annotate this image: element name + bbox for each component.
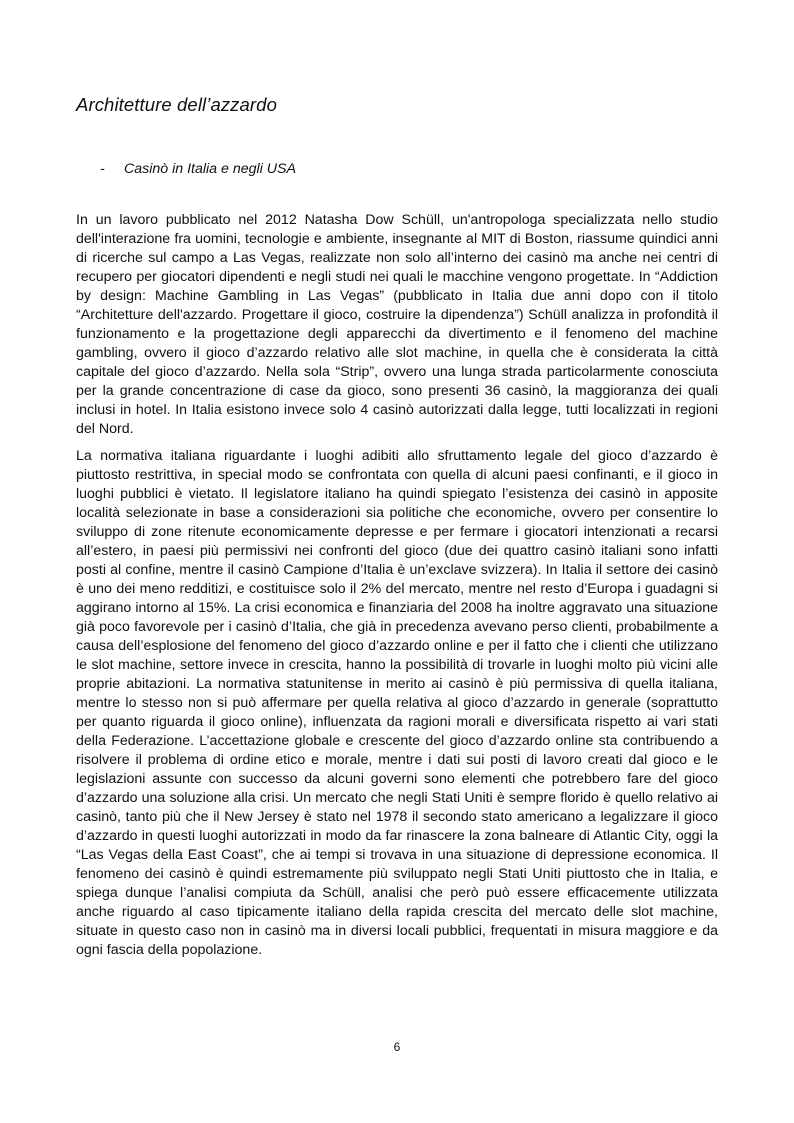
section-title: Architetture dell’azzardo xyxy=(76,94,277,115)
body-text xyxy=(76,211,718,968)
subsection-heading xyxy=(100,161,296,177)
paragraph-1: In un lavoro pubblicato nel 2012 Natasha Dow Schüll, un'antropologa specializzata nello studio dell'interazione fra uomini, tecnologie e ambiente, insegnante al MIT di Boston, riassume quindici anni di ricerche sul campo a Las Vegas, realizzate non solo all’interno dei casinò ma anche nei centri di recupero per giocatori dipendenti e negli studi nei quali le macchine vengono progettate. In “Addiction by design: Machine Gambling in Las Vegas” (pubblicato in Italia due anni dopo con il titolo “Architetture dell'azzardo. Progettare il gioco, costruire la dipendenza”) Schüll analizza in profondità il funzionamento e la progettazione degli apparecchi da divertimento e il fenomeno del machine gambling, ovvero il gioco d’azzardo relativo alle slot machine, in quella che è considerata la città capitale del gioco d’azzardo. Nella sola “Strip”, ovvero una lunga strada particolarmente conosciuta per la grande concentrazione di case da gioco, sono presenti 36 casinò, la maggioranza dei quali inclusi in hotel. In Italia esistono invece solo 4 casinò autorizzati dalla legge, tutti localizzati in regioni del Nord. xyxy=(76,212,718,437)
paragraph-2: La normativa italiana riguardante i luoghi adibiti allo sfruttamento legale del gioco d’azzardo è piuttosto restrittiva, in special modo se confrontata con quella di alcuni paesi confinanti, e il gioco in luoghi pubblici è vietato. Il legislatore italiano ha quindi spiegato l’esistenza dei casinò in apposite località selezionate in base a considerazioni sia politiche che economiche, ovvero per consentire lo sviluppo di zone ritenute economicamente depresse e per fermare i giocatori intenzionati a recarsi all’estero, in paesi più permissivi nei confronti del gioco (due dei quattro casinò italiani sono infatti posti al confine, mentre il casinò Campione d’Italia è un’exclave svizzera). In Italia il settore dei casinò è uno dei meno redditizi, e costituisce solo il 2% del mercato, mentre nel resto d’Europa i guadagni si aggirano intorno al 15%. La crisi economica e finanziaria del 2008 ha inoltre aggravato una situazione già poco favorevole per i casinò d’Italia, che già in precedenza avevano perso clienti, probabilmente a causa dell’esplosione del fenomeno del gioco d’azzardo online e per il fatto che i clienti che utilizzano le slot machine, settore invece in crescita, hanno la possibilità di trovarle in luoghi molto più vicini alle proprie abitazioni. La normativa statunitense in merito ai casinò è più permissiva di quella italiana, mentre lo stesso non si può affermare per quella relativa al gioco d’azzardo in generale (soprattutto per quanto riguarda il gioco online), influenzata da ragioni morali e diversificata rispetto ai vari stati della Federazione. L’accettazione globale e crescente del gioco d’azzardo online sta contribuendo a risolvere il problema di ordine etico e morale, mentre i dati sui posti di lavoro creati dal gioco e le legislazioni assunte con successo da alcuni governi sono elementi che potrebbero fare del gioco d’azzardo una soluzione alla crisi. Un mercato che negli Stati Uniti è sempre florido è quello relativo ai casinò, tanto più che il New Jersey è stato nel 1978 il secondo stato americano a legalizzare il gioco d’azzardo in questi luoghi autorizzati in modo da far rinascere la zona balneare di Atlantic City, oggi la “Las Vegas della East Coast”, che ai tempi si trovava in una situazione di depressione economica. Il fenomeno dei casinò è quindi estremamente più sviluppato negli Stati Uniti piuttosto che in Italia, e spiega dunque l’analisi compiuta da Schüll, analisi che però può essere efficacemente utilizzata anche riguardo al caso tipicamente italiano della rapida crescita del mercato delle slot machine, situate in questo caso non in casinò ma in diversi locali pubblici, frequentati in misura maggiore e da ogni fascia della popolazione. xyxy=(76,448,718,958)
list-bullet: - xyxy=(100,161,105,177)
page-number: 6 xyxy=(393,1040,401,1054)
subsection-heading-text: Casinò in Italia e negli USA xyxy=(124,161,296,177)
